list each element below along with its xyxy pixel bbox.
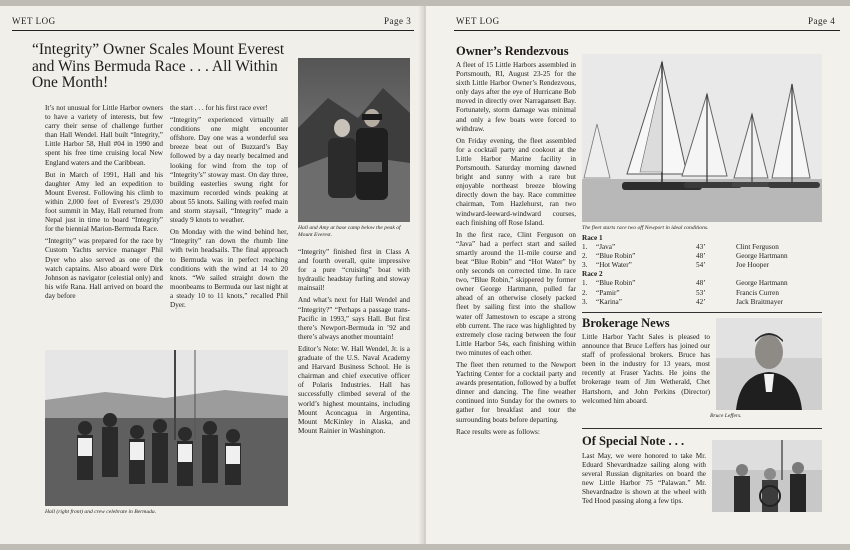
bruce-caption: Bruce Leffers. bbox=[710, 413, 742, 419]
race-1-title: Race 1 bbox=[582, 234, 603, 242]
special-note-text: Last May, we were honored to take Mr. Eduard Shevardnadze sailing along with several Russian dignitaries on board the new Little Harbor 75 “Palawan.” Mr. Shevardnadze is shown at the wheel with Ted Hood passing along a few tips. bbox=[582, 452, 706, 506]
race-pos: 1. bbox=[582, 279, 588, 288]
race-boat: “Blue Robin” bbox=[596, 252, 636, 261]
race-size: 48’ bbox=[696, 279, 706, 288]
race-result-row bbox=[582, 252, 832, 261]
race-size: 48’ bbox=[696, 252, 706, 261]
paragraph: “Integrity” experienced virtually all conditions one might encounter offshore. Day one was a wonderful sea breeze beat out of Buzzard’s Bay followed by a day nearly becalmed and looking for wind from the top of “Integrity’s” stoway mast. On day three, building easterlies swung right for maximum recorded winds peaking at about 55 knots. Sailing with reefed main and storm staysail, “Integrity” made a steady 9 knots to weather. bbox=[170, 116, 288, 225]
sailboat-photo bbox=[582, 54, 822, 222]
race-result-row bbox=[582, 261, 832, 270]
left-page-number: Page 3 bbox=[384, 16, 412, 26]
race-size: 54’ bbox=[696, 261, 706, 270]
race-result-row bbox=[582, 279, 832, 288]
paragraph: In the first race, Clint Ferguson on “Java” had a perfect start and sailed smartly around the 11-mile course and beat “Blue Robin” and “Hot Water” by only seconds on corrected time. In race two, “Blue Robin,” skippered by former owner George Hartmann, pulled far ahead of an otherwise closely packed fleet by sailing first into the shallow water off Jamestown to escape a strong ebb current. The race was highlighted by extremely close racing between the four Little Harbor 54s, each finishing within two minutes of each other. bbox=[456, 230, 576, 357]
paragraph: But in March of 1991, Hall and his daughter Amy led an expedition to Mount Everest. Following his climb to within 2,000 feet of Everest’s 29,030 foot summit in May, Hall returned from Nepal just in time to board “Integrity” for the biennial Marion-Bermuda Race. bbox=[45, 170, 163, 234]
left-header-name: WET LOG bbox=[12, 16, 56, 26]
race-size: 42’ bbox=[696, 297, 706, 306]
everest-caption: Hall and Amy at base camp below the peak of Mount Everest. bbox=[298, 225, 401, 238]
race-size: 43’ bbox=[696, 243, 706, 252]
race-results bbox=[582, 234, 832, 307]
right-header-name: WET LOG bbox=[456, 16, 500, 26]
race-owner: Francis Curren bbox=[736, 288, 779, 297]
race-boat: “Pamir” bbox=[596, 288, 620, 297]
race-owner: Clint Ferguson bbox=[736, 243, 779, 252]
paragraph: “Integrity” was prepared for the race by Custom Yachts service manager Phil Dyer who also served as one of the watch captains. Also aboard were Dirk Johnson as navigator (celestial only) and his wife Rana. Hall arrived on board the day before bbox=[45, 237, 163, 300]
left-page bbox=[0, 6, 424, 544]
page-title: “Integrity” Owner Scales Mount Everest and Wins Bermuda Race . . . All Within One Month! bbox=[32, 41, 285, 91]
right-header-rule bbox=[454, 30, 840, 31]
paragraph: It’s not unusual for Little Harbor owners to have a variety of interests, but few carry their sense of challenge further than Hall Wendel. Hall built “Integrity,” Little Harbor 58, Hull #04 in 1990 and spent his free time cruising local New England waters and the Caribbean. bbox=[45, 104, 163, 167]
paragraph: A fleet of 15 Little Harbors assembled in Portsmouth, RI, August 23-25 for the sixth Little Harbor Owner’s Rendezvous, only days after the eye of Hurricane Bob moved in directly over Narragansett Bay. Fortunately, storm damage was minimal and only a few boats were forced to withdraw. bbox=[456, 61, 576, 133]
paragraph: Race results were as follows: bbox=[456, 427, 540, 436]
paragraph: On Monday with the wind behind her, “Integrity” ran down the rhumb line with twin headsails. The final approach to Bermuda was in perfect reaching conditions with the wind at 14 to 20 knots. “We sailed straight down the moonbeams to Bermuda our last night at a steady 10 to 11 knots,” recalled Phil Dyer. bbox=[170, 228, 288, 309]
left-header-rule bbox=[12, 30, 414, 31]
paragraph: On Friday evening, the fleet assembled for a cocktail party and cookout at the Little Harbor Marine facility in Portsmouth. Saturday morning dawned bright and sunny with a rare but enjoyable northeast breeze blowing directly down the bay. Race committee chairman, Tom Hazlehurst, ran two windward-leeward-windward courses, each finishing off Rose Island. bbox=[456, 136, 576, 227]
race-pos: 2. bbox=[582, 252, 588, 261]
paragraph: The fleet then returned to the Newport Yachting Center for a cocktail party and awards presentation, followed by a buffet dinner and dancing. The fine weather continued into Sunday for the owners to gather for breakfast and tour the surrounding boats before departing. bbox=[456, 361, 576, 424]
right-page bbox=[426, 6, 850, 544]
special-note-title: Of Special Note . . . bbox=[582, 434, 685, 448]
race-pos: 2. bbox=[582, 288, 588, 297]
race-size: 53’ bbox=[696, 288, 706, 297]
race-owner: George Hartmann bbox=[736, 252, 788, 261]
race-pos: 3. bbox=[582, 297, 588, 306]
race-owner: George Hartmann bbox=[736, 279, 788, 288]
race-pos: 1. bbox=[582, 243, 588, 252]
paragraph: “Integrity” finished first in Class A and fourth overall, quite impressive for a pure “cruising” boat with hydraulic headstay furling and stoway mainsail! bbox=[298, 248, 410, 293]
race-result-row bbox=[582, 243, 832, 252]
shevardnadze-photo bbox=[712, 440, 822, 512]
crew-caption: Hall (right front) and crew celebrate in Bermuda. bbox=[45, 509, 157, 515]
race-result-row bbox=[582, 289, 832, 298]
article-column-1 bbox=[45, 104, 163, 344]
bruce-leffers-photo bbox=[716, 318, 822, 410]
brokerage-text: Little Harbor Yacht Sales is pleased to announce that Bruce Leffers has joined our staff of professional brokers. Bruce has been in the industry for 13 years, most recently at Fraser Yachts. He joins the brokerage team of Jim Wetherald, Chet Hartshorn, and John Perkins (Director) welcomed him aboard. bbox=[582, 333, 710, 405]
race-2-title: Race 2 bbox=[582, 270, 603, 279]
sailboat-caption: The fleet starts race two off Newport in ideal conditions. bbox=[582, 225, 709, 231]
paragraph: Editor’s Note: W. Hall Wendel, Jr. is a graduate of the U.S. Naval Academy and Harvard Business School. He is chairman and chief executive officer of Polaris Industries. Hall has successfully climbed several of the world’s highest mountains, including Mount Aconcagua in Argentina, Mount McKinley in Alaska, and Mount Rainier in Washington. bbox=[298, 344, 410, 435]
paragraph: And what’s next for Hall Wendel and “Integrity?” “Perhaps a passage trans-Pacific in 1993,” says Hall. But first there’s Newport-Bermuda in ’92 and there’s always another mountain! bbox=[298, 296, 410, 341]
rendezvous-title: Owner’s Rendezvous bbox=[456, 44, 569, 58]
rendezvous-column bbox=[456, 61, 576, 537]
article-column-2 bbox=[170, 104, 288, 344]
race-2-rows bbox=[582, 279, 832, 306]
race-owner: Joe Hooper bbox=[736, 261, 769, 270]
paragraph: the start . . . for his first race ever! bbox=[170, 104, 268, 112]
everest-photo bbox=[298, 58, 410, 222]
section-divider bbox=[582, 312, 822, 313]
race-result-row bbox=[582, 298, 832, 307]
crew-photo bbox=[45, 350, 288, 506]
right-page-number: Page 4 bbox=[808, 16, 836, 26]
race-owner: Jack Braitmayer bbox=[736, 297, 783, 306]
race-1-rows bbox=[582, 243, 832, 270]
race-boat: “Hot Water” bbox=[596, 261, 632, 270]
race-pos: 3. bbox=[582, 261, 588, 270]
race-boat: “Karina” bbox=[596, 297, 622, 306]
race-boat: “Java” bbox=[596, 243, 616, 252]
article-column-3 bbox=[298, 248, 410, 435]
race-boat: “Blue Robin” bbox=[596, 279, 636, 288]
section-divider bbox=[582, 428, 822, 429]
brokerage-title: Brokerage News bbox=[582, 316, 670, 330]
